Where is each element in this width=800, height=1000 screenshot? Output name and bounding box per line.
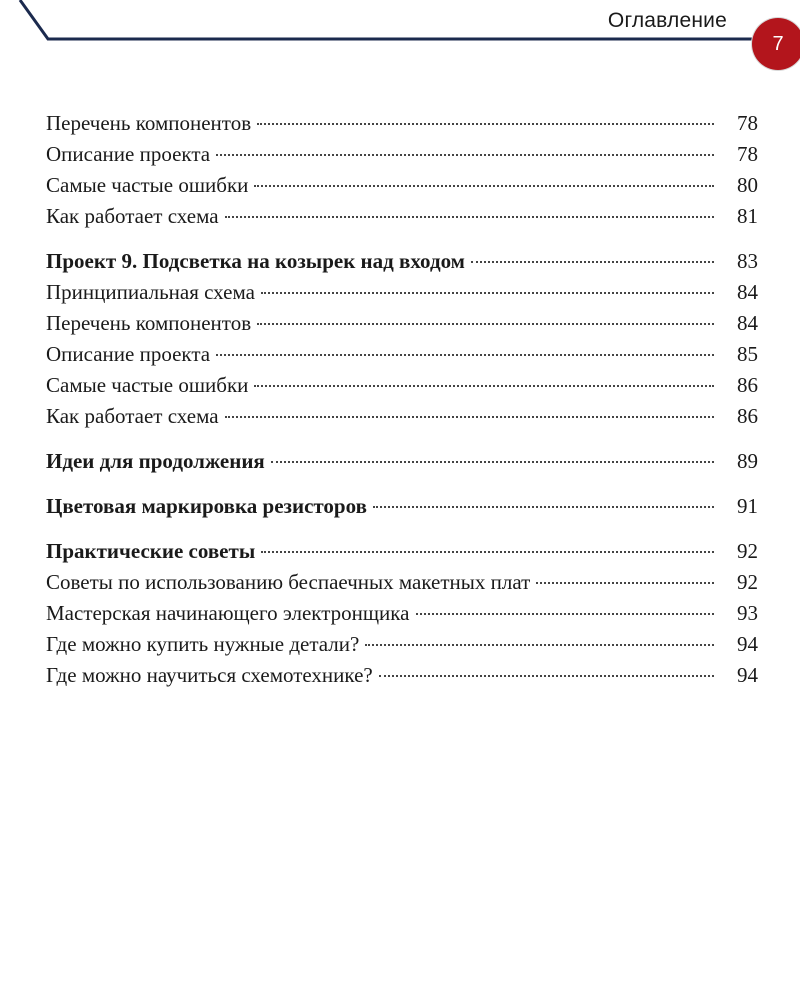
toc-entry (46, 246, 758, 277)
toc-leader-dots (271, 461, 714, 463)
toc-entry-title: Идеи для продолжения (46, 449, 265, 473)
toc-entry (46, 170, 758, 201)
toc-entry (46, 536, 758, 567)
toc-leader-dots (261, 292, 714, 294)
toc-entry-page: 78 (737, 142, 758, 166)
page-number: 7 (772, 32, 784, 55)
toc-entry-title: Описание проекта (46, 142, 211, 166)
toc-entry-title: Перечень компонентов (46, 311, 252, 335)
running-header-title: Оглавление (607, 9, 727, 32)
toc-entry-title: Принципиальная схема (46, 280, 255, 304)
toc-entry (46, 308, 758, 339)
toc-entry (46, 598, 758, 629)
toc-entry-title: Описание проекта (46, 342, 211, 366)
page-header (0, 0, 800, 80)
toc-entry-page: 91 (737, 494, 758, 518)
toc-leader-dots (536, 582, 714, 584)
toc-entry-page: 80 (737, 173, 758, 197)
toc-entry (46, 567, 758, 598)
toc-leader-dots (254, 185, 714, 187)
toc-leader-dots (225, 416, 714, 418)
toc-entry (46, 108, 758, 139)
toc-leader-dots (373, 506, 714, 508)
toc-entry (46, 491, 758, 522)
toc-entry-page: 85 (737, 342, 758, 366)
toc-entry (46, 629, 758, 660)
toc-leader-dots (257, 323, 714, 325)
toc-entry-title: Практические советы (46, 539, 256, 563)
toc-entry-page: 81 (737, 204, 758, 228)
toc-entry-title: Самые частые ошибки (46, 173, 249, 197)
toc-entry-page: 83 (737, 249, 758, 273)
toc-entry-title: Как работает схема (46, 204, 219, 228)
toc-leader-dots (471, 261, 714, 263)
toc-entry-page: 94 (737, 632, 758, 656)
toc-entry-title: Как работает схема (46, 404, 219, 428)
toc-entry (46, 339, 758, 370)
toc-leader-dots (257, 123, 714, 125)
toc-leader-dots (254, 385, 714, 387)
toc-leader-dots (261, 551, 714, 553)
toc-entry-title: Самые частые ошибки (46, 373, 249, 397)
toc-entry-title: Где можно купить нужные детали? (46, 632, 360, 656)
toc-entry (46, 401, 758, 432)
toc-entry-page: 86 (737, 404, 758, 428)
toc-entry (46, 277, 758, 308)
toc-entry-page: 94 (737, 663, 758, 687)
toc-entry-title: Проект 9. Подсветка на козырек над входом (46, 249, 465, 273)
toc-entry-title: Перечень компонентов (46, 111, 252, 135)
toc-entry (46, 660, 758, 691)
toc-leader-dots (379, 675, 714, 677)
toc-entry-title: Советы по использованию беспаечных макетных плат (46, 570, 531, 594)
table-of-contents (46, 108, 758, 691)
toc-entry-page: 84 (737, 280, 758, 304)
toc-entry-page: 92 (737, 570, 758, 594)
toc-entry-page: 89 (737, 449, 758, 473)
toc-leader-dots (225, 216, 714, 218)
toc-leader-dots (416, 613, 715, 615)
toc-leader-dots (365, 644, 714, 646)
toc-entry (46, 139, 758, 170)
toc-leader-dots (216, 154, 714, 156)
toc-entry (46, 446, 758, 477)
toc-entry-title: Где можно научиться схемотехнике? (46, 663, 373, 687)
page-number-badge (752, 18, 800, 70)
toc-leader-dots (216, 354, 714, 356)
toc-entry-page: 84 (737, 311, 758, 335)
toc-entry-page: 92 (737, 539, 758, 563)
toc-entry-title: Мастерская начинающего электронщика (46, 601, 410, 625)
toc-entry-title: Цветовая маркировка резисторов (46, 494, 367, 518)
toc-entry-page: 93 (737, 601, 758, 625)
toc-entry-page: 86 (737, 373, 758, 397)
toc-entry-page: 78 (737, 111, 758, 135)
toc-entry (46, 201, 758, 232)
toc-entry (46, 370, 758, 401)
